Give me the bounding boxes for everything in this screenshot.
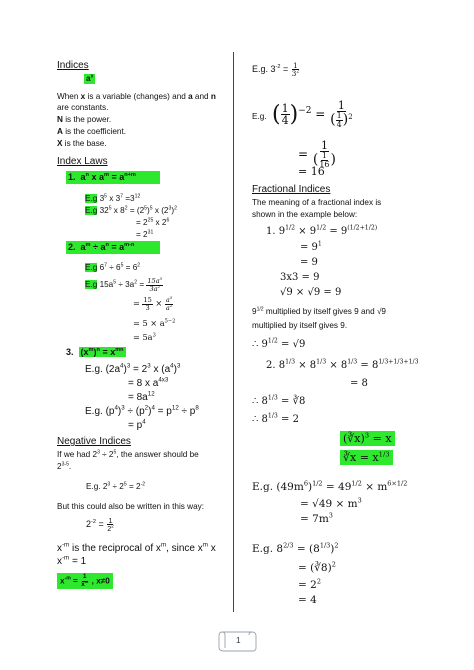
eg1-line-1: E.g $3^5$ x $3^7 =3^{12}$ <box>85 193 141 203</box>
frac-ex-7: = 8 <box>350 378 368 389</box>
column-divider <box>233 52 234 612</box>
law-3-box: 3. $(x^m)^n = x^{mn}$ <box>66 347 124 357</box>
fractional-indices-heading: Fractional Indices <box>252 184 331 195</box>
frac-intro-1: The meaning of a fractional index is <box>252 198 382 207</box>
g-line-1: E.g. $(49m^6)^{1/2} = 49^{1/2} \times m^{6\times 1/2}$ <box>252 479 408 493</box>
r-eg-line-4: = 16 <box>298 165 325 178</box>
h-line-4: = 4 <box>298 594 317 606</box>
cube-root-box-1: (∛x)$^3$ = x <box>340 431 395 446</box>
h-line-2: = (∛8)$^2$ <box>298 560 336 574</box>
reciprocal-line-1: $x^{-m}$ is the reciprocal of $x^m$, since $x^m$ x <box>57 541 216 554</box>
frac-ex-4: 3x3 = 9 <box>280 272 320 283</box>
frac-therefore-2: ∴ $8^{1/3}$ = ∛8 <box>252 394 306 407</box>
eg1-line-4: = $2^{31}$ <box>136 229 154 239</box>
law-1-box: 1. $a^n$ x $a^m = a^{n+m}$ <box>66 171 160 184</box>
ax-box: $a^x$ <box>86 73 94 83</box>
intro-line-2: are constants. <box>57 103 109 112</box>
negative-indices-heading: Negative Indices <box>57 436 131 447</box>
neg-line-3: E.g. $2^3 \div 2^5 = 2^{-2}$ <box>86 481 146 491</box>
a-definition: A is the coefficient. <box>57 127 127 136</box>
eg1-line-3: = $2^{25}$ x $2^6$ <box>136 217 170 227</box>
h-line-1: E.g. $8^{2/3} = (8^{1/3})^2$ <box>252 541 339 555</box>
eg2-line-1: E.g $6^7 \div 6^5 = 6^2$ <box>85 262 141 272</box>
frac-ex-6: 2. $8^{1/3} \times 8^{1/3} \times 8^{1/3} = 8^{1/3+1/3+1/3}$ <box>266 358 419 371</box>
eg2-line-3: = $\frac{15}{3}$ × $\frac{a^5}{a^2}$ <box>133 294 173 312</box>
neg-line-5: $2^{-2}$ = $\frac{1}{2^2}$ <box>86 516 114 534</box>
reciprocal-box: $x^{-m}$ = $\frac{1}{x^m}$ , x≠0 <box>57 573 113 589</box>
frac-therefore-1: ∴ $9^{1/2} = √9$ <box>252 337 306 350</box>
frac-text-2: multiplied by itself gives 9. <box>252 321 348 330</box>
x-definition: X is the base. <box>57 139 107 148</box>
eg2-line-5: = $5a^3$ <box>133 332 156 342</box>
page-number: 1 <box>236 636 241 645</box>
frac-ex-1: 1. $9^{1/2} \times 9^{1/2} = 9^{(1/2+1/2)}$ <box>266 224 378 237</box>
frac-intro-2: shown in the example below: <box>252 210 358 219</box>
eg2-line-4: = $5 \times a^{5-2}$ <box>133 318 176 328</box>
eg3-line-1: E.g. $(2a^4)^3 = 2^3$ x $(a^4)^3$ <box>85 362 181 375</box>
frac-ex-5: √9 × √9 = 9 <box>280 287 342 298</box>
eg2-line-2: E.g $15a^5 \div 3a^2$ = $\frac{15a^5}{3a^2}$ <box>85 275 163 293</box>
g-line-2: = $√49 \times m^3$ <box>300 496 362 510</box>
h-line-3: = $2^2$ <box>298 577 321 591</box>
reciprocal-line-2: $x^{-m} = 1$ <box>57 554 87 567</box>
eg3-line-3: = $8a^{12}$ <box>128 390 155 403</box>
r-eg-line-1: E.g. $3^{-2}$ = $\frac{1}{3^2}$ <box>252 61 300 79</box>
indices-heading: Indices <box>57 60 89 71</box>
law-2-box: 2. $a^m \div a^n = a^{m-n}$ <box>66 241 160 254</box>
eg1-line-2: E.g $32^5$ x $8^2 = (2^5)^5$ x $(2^3)^2$ <box>85 205 177 215</box>
frac-ex-3: = 9 <box>300 257 318 268</box>
g-line-3: = $7m^3$ <box>300 511 333 525</box>
neg-line-2: 2$^{3-5}$. <box>57 461 72 471</box>
r-eg-line-2-label: E.g. <box>252 112 267 121</box>
r-eg-line-3: = 1 ( $\frac{1}{16}$ ) <box>298 139 336 169</box>
frac-therefore-3: ∴ $8^{1/3} = 2$ <box>252 412 299 425</box>
index-laws-heading: Index Laws <box>57 156 108 167</box>
r-eg-line-2: ( $\frac{1}{4}$ )$^{-2}$ = 1 ( $\frac{1}{4}$ )$^2$ <box>272 99 353 129</box>
cube-root-box-2: ∛x = $x^{1/3}$ <box>340 450 393 465</box>
eg3-line-4: E.g. $(p^4)^3 \div (p^2)^4 = p^{12} \div p^8$ <box>85 404 199 417</box>
neg-line-1: If we had $2^3 \div 2^5$, the answer should be <box>57 449 199 459</box>
n-definition: N is the power. <box>57 115 112 124</box>
frac-text-1: $9^{1/2}$ multiplied by itself gives 9 and √9 <box>252 306 386 316</box>
neg-line-4: But this could also be written in this way: <box>57 502 204 511</box>
intro-line-1: When x is a variable (changes) and a and n <box>57 92 216 101</box>
eg3-line-2: = 8 x $a^{4x3}$ <box>128 376 169 389</box>
eg3-line-5: = $p^4$ <box>128 418 146 431</box>
frac-ex-2: = $9^1$ <box>300 240 322 253</box>
